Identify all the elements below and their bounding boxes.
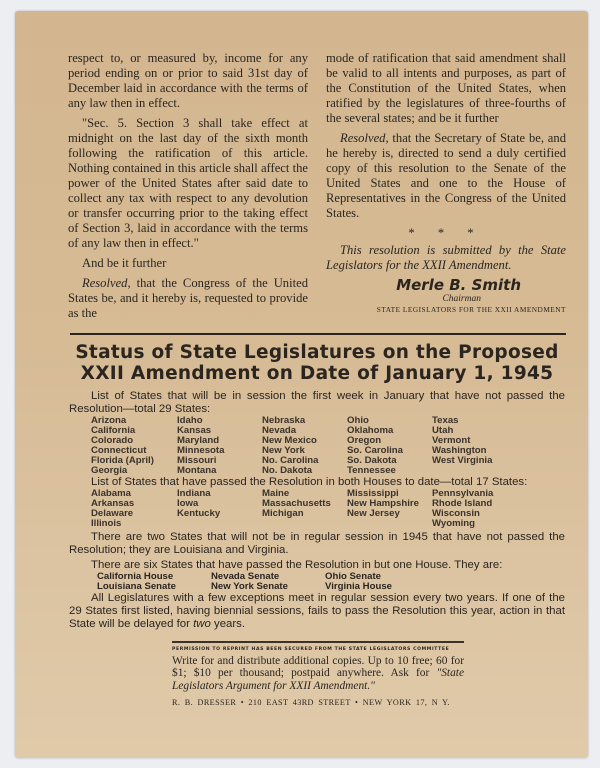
paragraph-resolved	[326, 131, 566, 221]
state-item: West Virginia	[432, 455, 493, 466]
state-column	[347, 416, 432, 476]
state-column	[97, 572, 211, 592]
resolved-text: , that the Congress of the United States be, and it hereby is, requested to provide as the	[68, 276, 308, 320]
state-item: Vermont	[432, 435, 471, 446]
state-item: Wisconsin	[432, 508, 480, 519]
state-item: Idaho	[177, 415, 203, 426]
state-item: Missouri	[177, 455, 217, 466]
state-item: Kentucky	[177, 508, 221, 519]
state-item: Wyoming	[432, 518, 475, 529]
state-item: Utah	[432, 425, 454, 436]
left-column	[68, 51, 308, 326]
state-item: Alabama	[91, 488, 131, 499]
resolution-columns	[68, 51, 566, 326]
state-item: Georgia	[91, 465, 128, 476]
footer-divider	[172, 641, 464, 643]
state-item: Oregon	[347, 435, 382, 446]
state-item: New Hampshire	[347, 498, 419, 509]
intro-passed: List of States that have passed the Resolution in both Houses to date—total 17 States:	[91, 476, 528, 488]
state-item: No. Carolina	[262, 455, 319, 466]
paragraph-one-house: There are six States that have passed the Resolution in but one House. They are:	[91, 559, 503, 571]
paragraph-sec-5: "Sec. 5. Section 3 shall take effect at midnight on the last day of the sixth month following the ratification of this article. Nothing contained in this article shall affect the power of the United States after said date to collect any tax with respect to any devolution or transfer occurring prior to the taking effect of Section 3, laid in accordance with the terms of any law then in effect."	[68, 116, 308, 250]
state-column	[177, 416, 262, 476]
paragraph-biennial	[69, 592, 565, 631]
organization-name: STATE LEGISLATORS FOR THE XXII AMENDMENT	[376, 305, 566, 314]
resolved-text: , that the Secretary of State be, and he hereby is, directed to send a duly certified copy of this resolution to the Senate of the United States and one to the House of Representatives in the Congress of the United States.	[326, 131, 566, 220]
state-column	[91, 489, 177, 529]
state-item: Oklahoma	[347, 425, 394, 436]
state-item: So. Dakota	[347, 455, 397, 466]
intro-not-passed: List of States that will be in session the first week in January that have not passed the Resolution—total 29 States:	[69, 390, 565, 415]
state-column	[262, 416, 347, 476]
state-item: Connecticut	[91, 445, 147, 456]
divider	[70, 333, 566, 335]
paragraph: And be it further	[82, 256, 167, 270]
state-item: So. Carolina	[347, 445, 403, 456]
states-not-passed-list	[91, 416, 565, 476]
paragraph: mode of ratification that said amendment shall be valid to all intents and purposes, as part of the Constitution of the United States, when ratified by the legislatures of three-fourths of the several states; and be it further	[326, 51, 566, 125]
paragraph-resolved	[68, 276, 308, 321]
state-column	[211, 572, 325, 592]
state-item: Nevada	[262, 425, 297, 436]
state-item: Indiana	[177, 488, 211, 499]
state-item: Rhode Island	[432, 498, 493, 509]
state-item: Nebraska	[262, 415, 306, 426]
state-item: California	[91, 425, 136, 436]
state-item: Kansas	[177, 425, 212, 436]
submitted-note: This resolution is submitted by the State Legislators for the XXII Amendment.	[326, 243, 566, 272]
status-title: Status of State Legislatures on the Proposed XXII Amendment on Date of January 1, 1945	[75, 342, 559, 384]
state-item: Nevada Senate	[211, 571, 280, 582]
state-item: Virginia House	[325, 581, 392, 592]
document-page	[15, 11, 588, 758]
state-item: Montana	[177, 465, 217, 476]
state-item: Illinois	[91, 518, 122, 529]
text: years.	[210, 618, 246, 630]
state-column	[347, 489, 432, 529]
state-item: Texas	[432, 415, 459, 426]
permission-note: PERMISSION TO REPRINT HAS BEEN SECURED FROM THE STATE LEGISLATORS COMMITTEE	[172, 646, 450, 652]
pamphlet-title: "State Legislators Argument for XXII Amendment."	[172, 667, 464, 692]
emphasis: two	[193, 618, 211, 630]
state-item: Florida (April)	[91, 455, 154, 466]
state-item: Maryland	[177, 435, 220, 446]
states-one-house-list	[97, 572, 565, 592]
state-item: New Mexico	[262, 435, 317, 446]
text: Write for and distribute additional copies. Up to 10 free; 60 for $1; $10 per thousand; postpaid anywhere. Ask for	[172, 654, 464, 680]
state-item: Michigan	[262, 508, 304, 519]
states-passed-list	[91, 489, 565, 529]
signer-title: Chairman	[442, 294, 481, 304]
state-item: Minnesota	[177, 445, 225, 456]
state-item: Colorado	[91, 435, 134, 446]
paragraph-not-in-session: There are two States that will not be in regular session in 1945 that have not passed the Resolution; they are Louisiana and Virginia.	[69, 531, 565, 556]
separator-stars: * * *	[408, 226, 484, 240]
state-item: Tennessee	[347, 465, 396, 476]
state-item: Pennsylvania	[432, 488, 494, 499]
footer	[172, 646, 464, 719]
state-column	[177, 489, 262, 529]
state-item: Arkansas	[91, 498, 135, 509]
state-item: New York	[262, 445, 305, 456]
state-column	[432, 489, 517, 529]
state-item: No. Dakota	[262, 465, 313, 476]
resolved-word: Resolved	[340, 131, 386, 145]
status-section	[69, 342, 565, 631]
state-item: Washington	[432, 445, 487, 456]
state-item: New Jersey	[347, 508, 400, 519]
state-item: Louisiana Senate	[97, 581, 176, 592]
signature: Merle B. Smith	[396, 276, 521, 294]
state-item: Ohio Senate	[325, 571, 381, 582]
state-item: Mississippi	[347, 488, 399, 499]
state-item: Ohio	[347, 415, 369, 426]
state-column	[262, 489, 347, 529]
state-item: Iowa	[177, 498, 199, 509]
state-item: Delaware	[91, 508, 134, 519]
order-info	[172, 655, 464, 693]
publisher-address: R. B. DRESSER • 210 EAST 43RD STREET • NEW YORK 17, N Y.	[172, 698, 450, 708]
state-item: New York Senate	[211, 581, 288, 592]
resolved-word: Resolved	[82, 276, 128, 290]
right-column	[326, 51, 566, 315]
state-item: Massachusetts	[262, 498, 331, 509]
state-item: Arizona	[91, 415, 127, 426]
state-column	[91, 416, 177, 476]
paragraph: respect to, or measured by, income for any period ending on or prior to said 31st day of December laid in accordance with the terms of any law then in effect.	[68, 51, 308, 110]
text: All Legislatures with a few exceptions meet in regular session every two years. If one of the 29 States first listed, having biennial sessions, fails to pass the Resolution this year, action in that State will be delayed for	[69, 592, 565, 630]
state-column	[325, 572, 439, 592]
state-column	[432, 416, 517, 476]
state-item: Maine	[262, 488, 290, 499]
state-item: California House	[97, 571, 174, 582]
